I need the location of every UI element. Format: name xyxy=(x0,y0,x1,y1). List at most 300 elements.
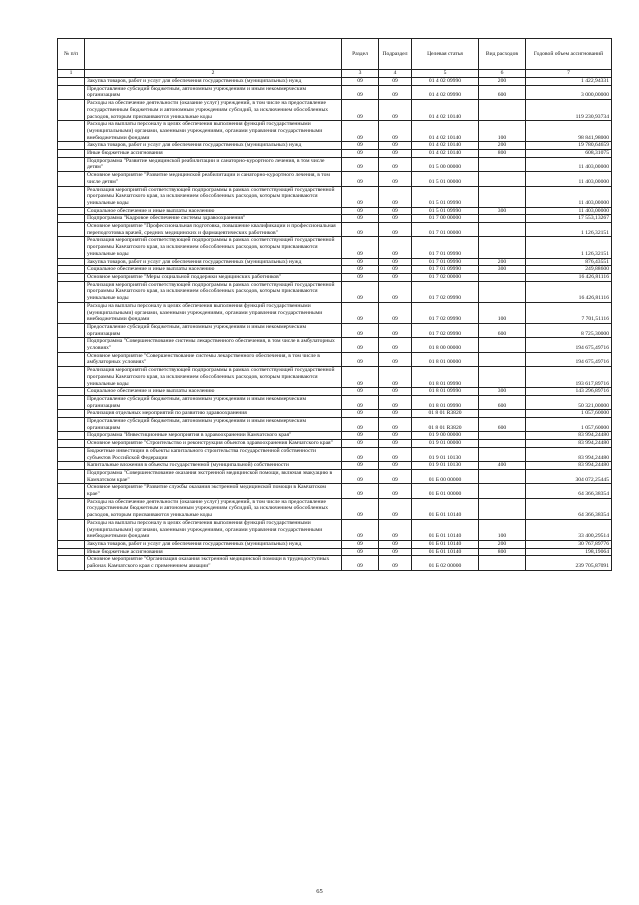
row-name-cell: Расходы на выплаты персоналу в целях обеспечения выполнения функций государственными (муниципальными) органами, казенными учреждениями, органами управления государственными внебюджетными фондами xyxy=(85,121,342,142)
row-expense-type-cell xyxy=(479,281,526,302)
row-amount-cell: 64 366,38354 xyxy=(526,484,612,498)
table-row xyxy=(58,498,612,519)
row-podrazdel-cell: 09 xyxy=(379,266,412,274)
row-amount-cell: 194 675,49716 xyxy=(526,352,612,366)
row-podrazdel-cell: 09 xyxy=(379,273,412,281)
row-num-cell xyxy=(58,186,85,207)
row-amount-cell: 64 366,38354 xyxy=(526,498,612,519)
row-amount-cell: 30 767,89776 xyxy=(526,541,612,549)
row-name-cell: Расходы на обеспечение деятельности (оказание услуг) учреждений, в том числе на предоставление государственным бюджетным и автономным учреждениям субсидий, за исключением обособленных расходов, которым присваиваются уникальные коды xyxy=(85,100,342,121)
row-expense-type-cell: 200 xyxy=(479,541,526,549)
row-num-cell xyxy=(58,150,85,158)
table-row xyxy=(58,142,612,150)
row-razdel-cell: 09 xyxy=(342,237,379,258)
row-name-cell: Предоставление субсидий бюджетным, автономным учреждениям и иным некоммерческим организациям xyxy=(85,395,342,409)
row-razdel-cell: 09 xyxy=(342,432,379,440)
row-target-article-cell: 01 8 01 09990 xyxy=(412,388,479,396)
row-razdel-cell: 09 xyxy=(342,215,379,223)
row-target-article-cell: 01 4 02 10140 xyxy=(412,121,479,142)
row-podrazdel-cell: 09 xyxy=(379,78,412,86)
row-podrazdel-cell: 09 xyxy=(379,432,412,440)
table-row xyxy=(58,432,612,440)
header-razdel: Раздел xyxy=(342,39,379,70)
row-expense-type-cell: 200 xyxy=(479,258,526,266)
row-expense-type-cell xyxy=(479,338,526,352)
table-row xyxy=(58,469,612,483)
row-amount-cell: 249,88600 xyxy=(526,266,612,274)
row-expense-type-cell xyxy=(479,469,526,483)
row-amount-cell: 1 057,60000 xyxy=(526,410,612,418)
row-razdel-cell: 09 xyxy=(342,418,379,432)
row-name-cell: Расходы на обеспечение деятельности (оказание услуг) учреждений, в том числе на предоставление государственным бюджетным и автономным учреждениям субсидий, за исключением обособленных расходов, которым присваиваются уникальные коды xyxy=(85,498,342,519)
row-target-article-cell: 01 7 01 00000 xyxy=(412,223,479,237)
row-amount-cell: 194 675,49716 xyxy=(526,338,612,352)
row-expense-type-cell: 800 xyxy=(479,548,526,556)
row-expense-type-cell: 300 xyxy=(479,207,526,215)
row-num-cell xyxy=(58,519,85,540)
row-amount-cell: 16 426,81116 xyxy=(526,281,612,302)
table-row xyxy=(58,519,612,540)
row-amount-cell: 1 126,32151 xyxy=(526,237,612,258)
row-expense-type-cell: 600 xyxy=(479,85,526,99)
row-name-cell: Закупка товаров, работ и услуг для обеспечения государственных (муниципальных) нужд xyxy=(85,78,342,86)
row-num-cell xyxy=(58,121,85,142)
table-row xyxy=(58,462,612,470)
table-row xyxy=(58,186,612,207)
row-expense-type-cell: 200 xyxy=(479,142,526,150)
row-num-cell xyxy=(58,266,85,274)
row-amount-cell: 876,43551 xyxy=(526,258,612,266)
column-index-row xyxy=(58,70,612,78)
row-num-cell xyxy=(58,367,85,388)
row-target-article-cell: 01 7 00 00000 xyxy=(412,215,479,223)
row-podrazdel-cell: 09 xyxy=(379,223,412,237)
row-amount-cell: 7 701,51116 xyxy=(526,302,612,323)
row-amount-cell: 3 000,00000 xyxy=(526,85,612,99)
row-num-cell xyxy=(58,157,85,171)
row-name-cell: Основное мероприятие "Совершенствование системы лекарственного обеспечения, в том числе в амбулаторных условиях" xyxy=(85,352,342,366)
row-podrazdel-cell: 09 xyxy=(379,302,412,323)
row-target-article-cell: 01 7 02 00000 xyxy=(412,273,479,281)
budget-table-sheet xyxy=(57,38,611,571)
row-expense-type-cell xyxy=(479,215,526,223)
row-num-cell xyxy=(58,273,85,281)
row-target-article-cell: 01 9 01 10130 xyxy=(412,447,479,461)
row-razdel-cell: 09 xyxy=(342,367,379,388)
row-amount-cell: 83 994,24480 xyxy=(526,440,612,448)
row-amount-cell: 83 994,24480 xyxy=(526,447,612,461)
row-expense-type-cell xyxy=(479,186,526,207)
row-name-cell: Предоставление субсидий бюджетным, автономным учреждениям и иным некоммерческим организациям xyxy=(85,323,342,337)
header-podrazdel: Подраздел xyxy=(379,39,412,70)
row-podrazdel-cell: 09 xyxy=(379,215,412,223)
row-razdel-cell: 09 xyxy=(342,273,379,281)
index-cell: 4 xyxy=(379,70,412,78)
table-row xyxy=(58,207,612,215)
row-name-cell: Закупка товаров, работ и услуг для обеспечения государственных (муниципальных) нужд xyxy=(85,541,342,549)
table-row xyxy=(58,273,612,281)
row-expense-type-cell xyxy=(479,410,526,418)
row-num-cell xyxy=(58,172,85,186)
row-num-cell xyxy=(58,281,85,302)
row-podrazdel-cell: 09 xyxy=(379,395,412,409)
header-annual-amount: Годовой объем ассигнований xyxy=(526,39,612,70)
row-target-article-cell: 01 8 00 00000 xyxy=(412,338,479,352)
table-row xyxy=(58,258,612,266)
row-name-cell: Социальное обеспечение и иные выплаты населению xyxy=(85,388,342,396)
row-razdel-cell: 09 xyxy=(342,462,379,470)
row-podrazdel-cell: 09 xyxy=(379,186,412,207)
row-razdel-cell: 09 xyxy=(342,469,379,483)
row-amount-cell: 11 403,00000 xyxy=(526,172,612,186)
row-podrazdel-cell: 09 xyxy=(379,85,412,99)
row-amount-cell: 1 422,94331 xyxy=(526,78,612,86)
row-razdel-cell: 09 xyxy=(342,548,379,556)
row-target-article-cell: 01 7 01 09990 xyxy=(412,237,479,258)
table-row xyxy=(58,172,612,186)
row-podrazdel-cell: 09 xyxy=(379,207,412,215)
row-target-article-cell: 01 9 01 00000 xyxy=(412,440,479,448)
row-expense-type-cell: 100 xyxy=(479,121,526,142)
row-podrazdel-cell: 09 xyxy=(379,172,412,186)
row-podrazdel-cell: 09 xyxy=(379,338,412,352)
row-expense-type-cell xyxy=(479,432,526,440)
row-podrazdel-cell: 09 xyxy=(379,323,412,337)
row-expense-type-cell xyxy=(479,100,526,121)
row-num-cell xyxy=(58,395,85,409)
table-row xyxy=(58,556,612,570)
row-razdel-cell: 09 xyxy=(342,258,379,266)
index-cell: 5 xyxy=(412,70,479,78)
row-amount-cell: 17 553,13267 xyxy=(526,215,612,223)
row-target-article-cell: 01 Б 01 10140 xyxy=(412,519,479,540)
row-num-cell xyxy=(58,440,85,448)
row-num-cell xyxy=(58,484,85,498)
row-target-article-cell: 01 4 02 09990 xyxy=(412,78,479,86)
row-target-article-cell: 01 5 01 00000 xyxy=(412,172,479,186)
row-expense-type-cell: 600 xyxy=(479,418,526,432)
row-razdel-cell: 09 xyxy=(342,440,379,448)
table-row xyxy=(58,484,612,498)
row-expense-type-cell xyxy=(479,484,526,498)
row-podrazdel-cell: 09 xyxy=(379,541,412,549)
row-name-cell: Подпрограмма "Совершенствование оказания экстренной медицинской помощи, включая эвакуацию в Камчатском крае" xyxy=(85,469,342,483)
row-podrazdel-cell: 09 xyxy=(379,121,412,142)
row-name-cell: Иные бюджетные ассигнования xyxy=(85,548,342,556)
row-num-cell xyxy=(58,207,85,215)
row-expense-type-cell xyxy=(479,556,526,570)
row-razdel-cell: 09 xyxy=(342,519,379,540)
row-num-cell xyxy=(58,498,85,519)
row-expense-type-cell: 600 xyxy=(479,323,526,337)
row-razdel-cell: 09 xyxy=(342,186,379,207)
row-amount-cell: 143 296,89716 xyxy=(526,388,612,396)
row-name-cell: Подпрограмма "Инвестиционные мероприятия в здравоохранении Камчатского края" xyxy=(85,432,342,440)
row-target-article-cell: 01 Б 01 10140 xyxy=(412,548,479,556)
row-expense-type-cell: 800 xyxy=(479,150,526,158)
table-row xyxy=(58,541,612,549)
row-name-cell: Бюджетные инвестиции в объекты капитального строительства государственной собственности субъектов Российской Федерации xyxy=(85,447,342,461)
row-num-cell xyxy=(58,556,85,570)
row-amount-cell: 33 400,29514 xyxy=(526,519,612,540)
row-podrazdel-cell: 09 xyxy=(379,352,412,366)
row-target-article-cell: 01 4 02 10140 xyxy=(412,142,479,150)
row-name-cell: Основное мероприятие "Организация оказания экстренной медицинской помощи в труднодоступных районах Камчатского края с применением авиации" xyxy=(85,556,342,570)
row-razdel-cell: 09 xyxy=(342,78,379,86)
table-row xyxy=(58,410,612,418)
row-num-cell xyxy=(58,447,85,461)
row-podrazdel-cell: 09 xyxy=(379,469,412,483)
row-target-article-cell: 01 Б 02 00000 xyxy=(412,556,479,570)
row-num-cell xyxy=(58,258,85,266)
row-name-cell: Предоставление субсидий бюджетным, автономным учреждениям и иным некоммерческим организациям xyxy=(85,85,342,99)
row-amount-cell: 239 705,87091 xyxy=(526,556,612,570)
row-podrazdel-cell: 09 xyxy=(379,237,412,258)
row-name-cell: Предоставление субсидий бюджетным, автономным учреждениям и иным некоммерческим организациям xyxy=(85,418,342,432)
table-row xyxy=(58,418,612,432)
row-razdel-cell: 09 xyxy=(342,172,379,186)
row-amount-cell: 11 403,00000 xyxy=(526,157,612,171)
row-expense-type-cell xyxy=(479,367,526,388)
table-row xyxy=(58,323,612,337)
row-target-article-cell: 01 8 01 R3820 xyxy=(412,410,479,418)
row-name-cell: Расходы на выплаты персоналу в целях обеспечения выполнения функций государственными (муниципальными) органами, казенными учреждениями, органами управления государственными внебюджетными фондами xyxy=(85,519,342,540)
row-num-cell xyxy=(58,418,85,432)
row-podrazdel-cell: 09 xyxy=(379,462,412,470)
row-podrazdel-cell: 09 xyxy=(379,484,412,498)
row-num-cell xyxy=(58,548,85,556)
row-podrazdel-cell: 09 xyxy=(379,519,412,540)
row-podrazdel-cell: 09 xyxy=(379,388,412,396)
row-podrazdel-cell: 09 xyxy=(379,367,412,388)
table-row xyxy=(58,367,612,388)
row-num-cell xyxy=(58,223,85,237)
row-name-cell: Расходы на выплаты персоналу в целях обеспечения выполнения функций государственными (муниципальными) органами, казенными учреждениями, органами управления государственными внебюджетными фондами xyxy=(85,302,342,323)
row-num-cell xyxy=(58,541,85,549)
header-name xyxy=(85,39,342,70)
row-amount-cell: 11 403,00000 xyxy=(526,186,612,207)
row-expense-type-cell: 600 xyxy=(479,395,526,409)
row-num-cell xyxy=(58,85,85,99)
table-row xyxy=(58,215,612,223)
row-razdel-cell: 09 xyxy=(342,150,379,158)
row-name-cell: Подпрограмма "Развитие медицинской реабилитации и санаторно-курортного лечения, в том числе детям" xyxy=(85,157,342,171)
row-podrazdel-cell: 09 xyxy=(379,150,412,158)
row-amount-cell: 98 841,98000 xyxy=(526,121,612,142)
header-expense-type: Вид расходов xyxy=(479,39,526,70)
row-amount-cell: 16 426,81116 xyxy=(526,273,612,281)
row-target-article-cell: 01 9 00 00000 xyxy=(412,432,479,440)
table-header xyxy=(58,39,612,78)
row-razdel-cell: 09 xyxy=(342,207,379,215)
row-razdel-cell: 09 xyxy=(342,447,379,461)
row-podrazdel-cell: 09 xyxy=(379,556,412,570)
row-target-article-cell: 01 4 02 09990 xyxy=(412,85,479,99)
index-cell: 1 xyxy=(58,70,85,78)
row-name-cell: Реализация мероприятий соответствующей подпрограммы в рамках соответствующей государственной программы Камчатского края, за исключением обособленных расходов, которым присваиваются уникальные коды xyxy=(85,281,342,302)
row-razdel-cell: 09 xyxy=(342,498,379,519)
row-name-cell: Подпрограмма "Кадровое обеспечение системы здравоохранения" xyxy=(85,215,342,223)
row-razdel-cell: 09 xyxy=(342,388,379,396)
row-podrazdel-cell: 09 xyxy=(379,100,412,121)
row-expense-type-cell xyxy=(479,223,526,237)
row-amount-cell: 198,19064 xyxy=(526,548,612,556)
row-name-cell: Социальное обеспечение и иные выплаты населению xyxy=(85,207,342,215)
row-razdel-cell: 09 xyxy=(342,323,379,337)
row-expense-type-cell: 100 xyxy=(479,519,526,540)
row-num-cell xyxy=(58,469,85,483)
row-podrazdel-cell: 09 xyxy=(379,258,412,266)
row-num-cell xyxy=(58,323,85,337)
row-amount-cell: 608,31075 xyxy=(526,150,612,158)
row-podrazdel-cell: 09 xyxy=(379,440,412,448)
row-podrazdel-cell: 09 xyxy=(379,447,412,461)
row-num-cell xyxy=(58,215,85,223)
row-num-cell xyxy=(58,462,85,470)
row-target-article-cell: 01 4 02 10140 xyxy=(412,100,479,121)
budget-table xyxy=(57,38,612,571)
index-cell: 6 xyxy=(479,70,526,78)
table-row xyxy=(58,281,612,302)
row-target-article-cell: 01 7 02 09990 xyxy=(412,302,479,323)
row-name-cell: Основное мероприятие "Развитие службы оказания экстренной медицинской помощи в Камчатском крае" xyxy=(85,484,342,498)
row-razdel-cell: 09 xyxy=(342,302,379,323)
row-razdel-cell: 09 xyxy=(342,410,379,418)
row-target-article-cell: 01 9 01 10130 xyxy=(412,462,479,470)
row-expense-type-cell xyxy=(479,440,526,448)
row-expense-type-cell xyxy=(479,447,526,461)
row-num-cell xyxy=(58,237,85,258)
row-podrazdel-cell: 09 xyxy=(379,548,412,556)
table-row xyxy=(58,237,612,258)
row-name-cell: Реализация мероприятий соответствующей подпрограммы в рамках соответствующей государственной программы Камчатского края, за исключением обособленных расходов, которым присваиваются уникальные коды xyxy=(85,367,342,388)
row-target-article-cell: 01 8 01 09990 xyxy=(412,395,479,409)
row-num-cell xyxy=(58,302,85,323)
row-target-article-cell: 01 7 01 09990 xyxy=(412,258,479,266)
row-expense-type-cell xyxy=(479,352,526,366)
row-target-article-cell: 01 Б 01 10140 xyxy=(412,498,479,519)
row-expense-type-cell: 200 xyxy=(479,78,526,86)
row-expense-type-cell xyxy=(479,172,526,186)
row-razdel-cell: 09 xyxy=(342,281,379,302)
row-razdel-cell: 09 xyxy=(342,541,379,549)
row-num-cell xyxy=(58,388,85,396)
row-name-cell: Реализация мероприятий соответствующей подпрограммы в рамках соответствующей государственной программы Камчатского края, за исключением обособленных расходов, которым присваиваются уникальные коды xyxy=(85,186,342,207)
row-target-article-cell: 01 8 01 09990 xyxy=(412,367,479,388)
row-name-cell: Закупка товаров, работ и услуг для обеспечения государственных (муниципальных) нужд xyxy=(85,258,342,266)
row-num-cell xyxy=(58,432,85,440)
row-name-cell: Подпрограмма "Совершенствование системы лекарственного обеспечения, в том числе в амбулаторных условиях" xyxy=(85,338,342,352)
table-row xyxy=(58,266,612,274)
row-name-cell: Социальное обеспечение и иные выплаты населению xyxy=(85,266,342,274)
row-expense-type-cell: 100 xyxy=(479,302,526,323)
row-amount-cell: 50 321,00000 xyxy=(526,395,612,409)
row-num-cell xyxy=(58,338,85,352)
row-expense-type-cell xyxy=(479,273,526,281)
header-target-article: Целевая статья xyxy=(412,39,479,70)
row-target-article-cell: 01 7 02 09990 xyxy=(412,281,479,302)
row-name-cell: Основное мероприятие "Меры социальной поддержки медицинских работников" xyxy=(85,273,342,281)
row-amount-cell: 83 994,24480 xyxy=(526,432,612,440)
page-number: 65 xyxy=(316,888,323,895)
row-expense-type-cell: 300 xyxy=(479,266,526,274)
row-target-article-cell: 01 Б 00 00000 xyxy=(412,469,479,483)
row-target-article-cell: 01 8 01 00000 xyxy=(412,352,479,366)
row-target-article-cell: 01 8 01 R3820 xyxy=(412,418,479,432)
row-expense-type-cell: 300 xyxy=(479,388,526,396)
row-razdel-cell: 09 xyxy=(342,395,379,409)
row-razdel-cell: 09 xyxy=(342,556,379,570)
row-amount-cell: 11 403,00000 xyxy=(526,207,612,215)
table-row xyxy=(58,440,612,448)
table-row xyxy=(58,548,612,556)
table-row xyxy=(58,157,612,171)
row-amount-cell: 1 057,60000 xyxy=(526,418,612,432)
table-row xyxy=(58,338,612,352)
row-podrazdel-cell: 09 xyxy=(379,410,412,418)
row-num-cell xyxy=(58,410,85,418)
row-razdel-cell: 09 xyxy=(342,484,379,498)
row-expense-type-cell xyxy=(479,157,526,171)
row-num-cell xyxy=(58,100,85,121)
row-num-cell xyxy=(58,142,85,150)
row-amount-cell: 304 072,25445 xyxy=(526,469,612,483)
index-cell: 7 xyxy=(526,70,612,78)
row-target-article-cell: 01 5 00 00000 xyxy=(412,157,479,171)
row-num-cell xyxy=(58,352,85,366)
table-body xyxy=(58,78,612,571)
row-amount-cell: 1 126,32151 xyxy=(526,223,612,237)
table-row xyxy=(58,388,612,396)
row-name-cell: Основное мероприятие "Развитие медицинской реабилитации и санаторно-курортного лечения, в том числе детям" xyxy=(85,172,342,186)
row-podrazdel-cell: 09 xyxy=(379,142,412,150)
table-row xyxy=(58,78,612,86)
table-row xyxy=(58,395,612,409)
row-target-article-cell: 01 7 01 09990 xyxy=(412,266,479,274)
table-row xyxy=(58,85,612,99)
row-razdel-cell: 09 xyxy=(342,100,379,121)
table-row xyxy=(58,100,612,121)
table-row xyxy=(58,223,612,237)
row-amount-cell: 119 230,93734 xyxy=(526,100,612,121)
row-amount-cell: 83 994,24480 xyxy=(526,462,612,470)
index-cell: 3 xyxy=(342,70,379,78)
row-num-cell xyxy=(58,78,85,86)
row-target-article-cell: 01 5 01 09990 xyxy=(412,207,479,215)
row-target-article-cell: 01 4 02 10140 xyxy=(412,150,479,158)
row-podrazdel-cell: 09 xyxy=(379,281,412,302)
row-podrazdel-cell: 09 xyxy=(379,418,412,432)
row-expense-type-cell xyxy=(479,498,526,519)
row-name-cell: Реализация отдельных мероприятий по развитию здравоохранения xyxy=(85,410,342,418)
row-razdel-cell: 09 xyxy=(342,157,379,171)
row-razdel-cell: 09 xyxy=(342,142,379,150)
table-row xyxy=(58,352,612,366)
row-razdel-cell: 09 xyxy=(342,338,379,352)
row-name-cell: Основное мероприятие "Профессиональная подготовка, повышение квалификации и профессиональная переподготовка врачей, средних медицинских и фармацевтических работников" xyxy=(85,223,342,237)
row-target-article-cell: 01 Б 01 10140 xyxy=(412,541,479,549)
row-target-article-cell: 01 7 02 09990 xyxy=(412,323,479,337)
row-target-article-cell: 01 5 01 09990 xyxy=(412,186,479,207)
row-name-cell: Реализация мероприятий соответствующей подпрограммы в рамках соответствующей государственной программы Камчатского края, за исключением обособленных расходов, которым присваиваются уникальные коды xyxy=(85,237,342,258)
index-cell: 2 xyxy=(85,70,342,78)
row-razdel-cell: 09 xyxy=(342,223,379,237)
row-amount-cell: 19 780,64659 xyxy=(526,142,612,150)
row-amount-cell: 193 617,89716 xyxy=(526,367,612,388)
row-razdel-cell: 09 xyxy=(342,121,379,142)
row-amount-cell: 8 725,30000 xyxy=(526,323,612,337)
row-razdel-cell: 09 xyxy=(342,352,379,366)
